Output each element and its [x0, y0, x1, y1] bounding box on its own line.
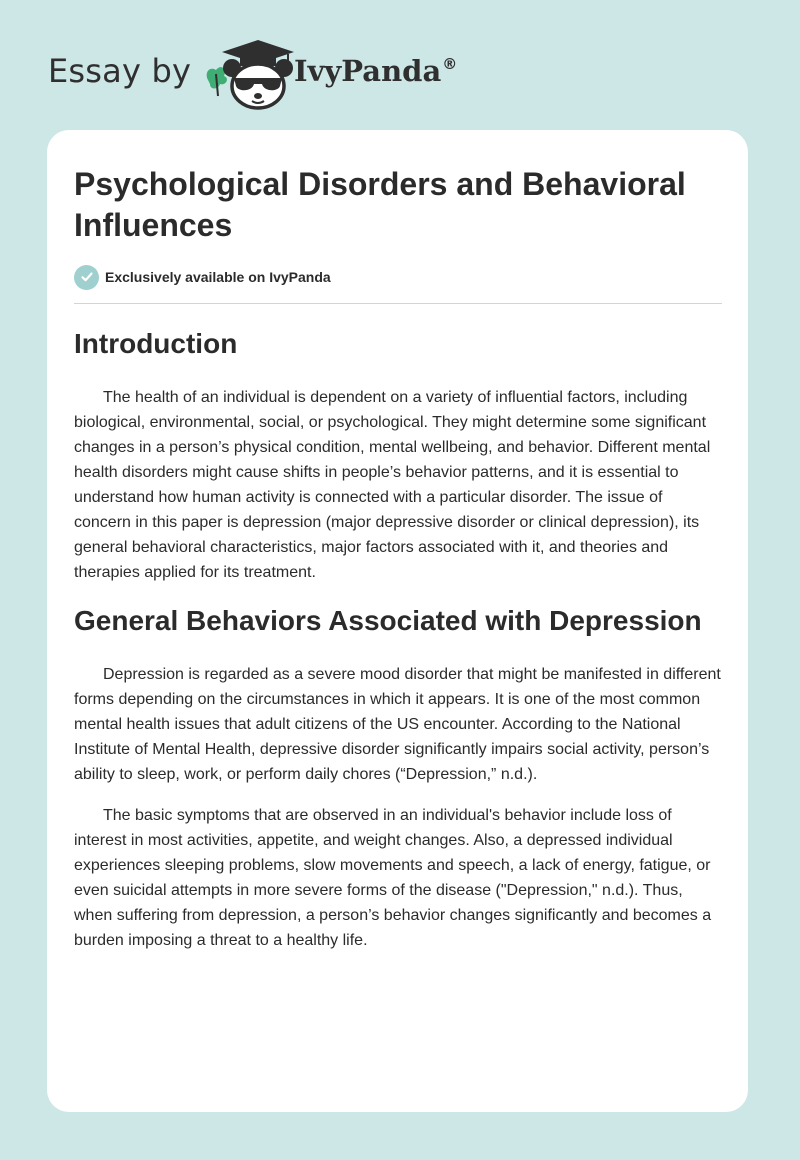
introduction-paragraph: The health of an individual is dependent on a variety of influential factors, including biological, environmental, social, or psychological. They might determine some significant changes in a person’s physical condition, mental wellbeing, and behavior. Different mental health disorders might cause shifts in people’s behavior patterns, and it is essential to understand how human activity is connected with a particular disorder. The issue of concern in this paper is depression (major depressive disorder or clinical depression), its general behavioral characteristics, major factors associated with it, and theories and therapies applied for its treatment. [74, 389, 711, 581]
section-heading-general-behaviors: General Behaviors Associated with Depression [74, 605, 702, 636]
section-heading-introduction: Introduction [74, 328, 238, 359]
exclusive-badge-text: Exclusively available on IvyPanda [105, 269, 331, 285]
depression-paragraph-2: The basic symptoms that are observed in an individual's behavior include loss of interest in most activities, appetite, and weight changes. Also, a depressed individual experiences sleeping problems, slow movements and speech, a lack of energy, fatigue, or even suicidal attempts in more severe forms of the disease ("Depression," n.d.). Thus, when suffering from depression, a person’s behavior changes significantly and becomes a burden imposing a threat to a healthy life. [74, 807, 712, 949]
panda-graduate-icon [200, 36, 296, 112]
essay-title: Psychological Disorders and Behavioral Influences [74, 166, 686, 243]
exclusive-badge [74, 264, 722, 290]
essay-card [47, 130, 748, 1112]
brand-name [294, 54, 457, 88]
registered-mark: ® [442, 55, 458, 73]
brand-name-text: IvyPanda [294, 54, 442, 88]
depression-paragraph-1: Depression is regarded as a severe mood disorder that might be manifested in different forms depending on the circumstances in which it appears. It is one of the most common mental health issues that adult citizens of the US encounter. According to the National Institute of Mental Health, depressive disorder significantly impairs social activity, person’s ability to sleep, work, or perform daily chores (“Depression,” n.d.). [74, 666, 721, 783]
brand-prefix: Essay by [48, 52, 192, 90]
check-circle-icon [74, 265, 99, 290]
brand-header[interactable] [48, 36, 488, 112]
title-divider [74, 303, 722, 304]
